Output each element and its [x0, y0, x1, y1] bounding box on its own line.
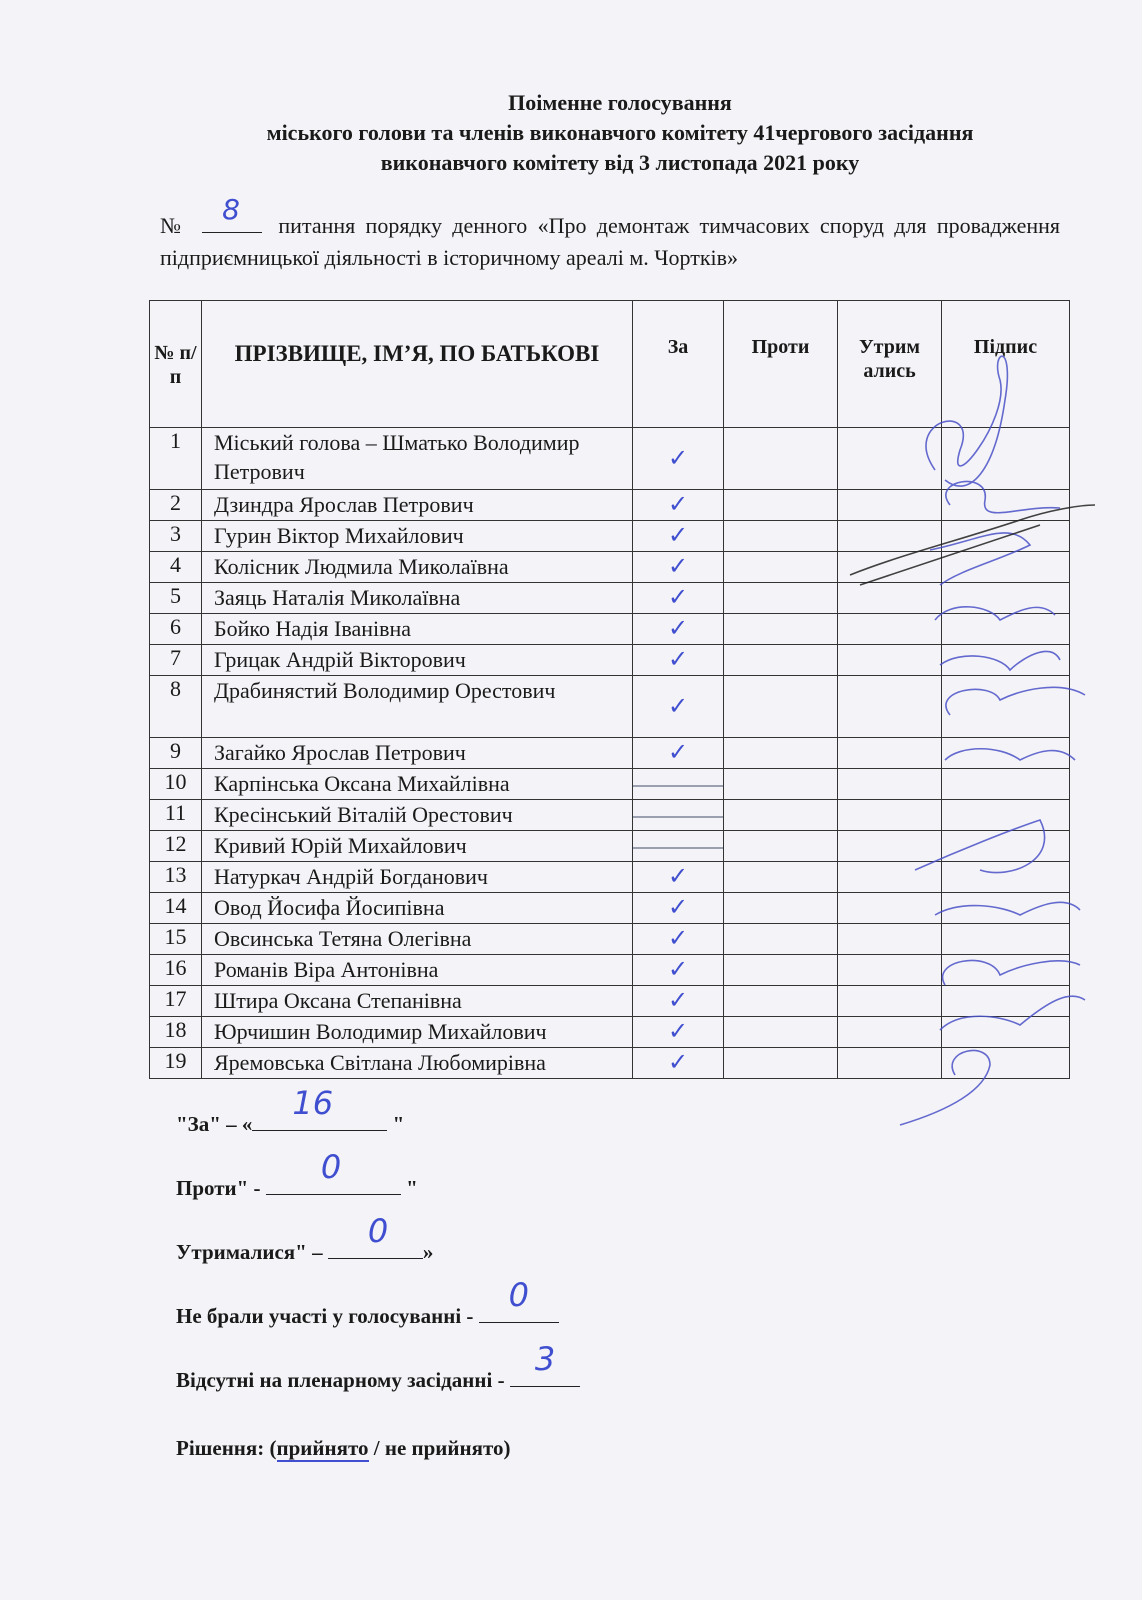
vote-for-cell: [633, 769, 724, 800]
row-number: 19: [150, 1048, 202, 1079]
member-name: Романів Віра Антонівна: [202, 955, 633, 986]
row-number: 4: [150, 552, 202, 583]
signature-cell: [942, 738, 1070, 769]
table-row: [150, 490, 1070, 521]
vote-for-cell: [633, 583, 724, 614]
vote-abstained-cell: [838, 769, 942, 800]
signature-cell: [942, 1048, 1070, 1079]
vote-dash-mark: [633, 816, 723, 818]
signature-cell: [942, 428, 1070, 490]
table-row: [150, 893, 1070, 924]
heading-line-2: міського голови та членів виконавчого комітету 41чергового засідання: [266, 120, 974, 145]
vote-abstained-cell: [838, 645, 942, 676]
vote-for-cell: [633, 552, 724, 583]
summary-for-close: ": [392, 1112, 405, 1136]
vote-against-cell: [724, 521, 838, 552]
row-number: 18: [150, 1017, 202, 1048]
vote-summary: [176, 1084, 580, 1428]
member-name: Міський голова – Шматько Володимир Петрович: [202, 428, 633, 490]
table-row: [150, 955, 1070, 986]
summary-absent-line: [176, 1340, 580, 1428]
row-number: 12: [150, 831, 202, 862]
vote-for-cell: [633, 862, 724, 893]
vote-for-cell: [633, 490, 724, 521]
row-number: 10: [150, 769, 202, 800]
vote-abstained-cell: [838, 490, 942, 521]
table-row: [150, 986, 1070, 1017]
agenda-text: питання порядку денного «Про демонтаж тимчасових споруд для провадження підприємницької діяльності в історичному ареалі м. Чортків»: [160, 213, 1061, 270]
voting-table-body: [150, 428, 1070, 1079]
vote-tick-mark: ✓: [667, 490, 689, 518]
vote-against-cell: [724, 955, 838, 986]
vote-abstained-cell: [838, 428, 942, 490]
summary-for-value: 16: [292, 1084, 334, 1122]
vote-against-cell: [724, 893, 838, 924]
member-name: Натуркач Андрій Богданович: [202, 862, 633, 893]
vote-for-cell: [633, 614, 724, 645]
decision-label: Рішення: (: [176, 1436, 277, 1460]
agenda-number-prefix: №: [160, 213, 186, 238]
decision-line: [176, 1436, 511, 1461]
member-name: Колісник Людмила Миколаївна: [202, 552, 633, 583]
vote-tick-mark: ✓: [667, 924, 689, 952]
row-number: 1: [150, 428, 202, 490]
summary-not-voted-label: Не брали участі у голосуванні -: [176, 1304, 479, 1328]
row-number: 3: [150, 521, 202, 552]
vote-for-cell: [633, 521, 724, 552]
row-number: 16: [150, 955, 202, 986]
signature-cell: [942, 583, 1070, 614]
agenda-item-number: 8: [222, 193, 240, 226]
header-signature: Підпис: [942, 301, 1070, 428]
signature-cell: [942, 645, 1070, 676]
table-row: [150, 521, 1070, 552]
document-heading: [120, 88, 1120, 178]
member-name: Штира Оксана Степанівна: [202, 986, 633, 1017]
vote-abstained-cell: [838, 862, 942, 893]
member-name: Гурин Віктор Михайлович: [202, 521, 633, 552]
vote-against-cell: [724, 862, 838, 893]
summary-absent-blank: [510, 1340, 580, 1387]
vote-for-cell: [633, 800, 724, 831]
summary-absent-label: Відсутні на пленарному засіданні -: [176, 1368, 510, 1392]
row-number: 15: [150, 924, 202, 955]
summary-against-label: Проти" -: [176, 1176, 266, 1200]
vote-against-cell: [724, 1048, 838, 1079]
summary-not-voted-blank: [479, 1276, 559, 1323]
row-number: 2: [150, 490, 202, 521]
vote-tick-mark: ✓: [667, 691, 689, 720]
summary-absent-value: 3: [534, 1340, 556, 1378]
vote-against-cell: [724, 676, 838, 738]
vote-for-cell: [633, 738, 724, 769]
heading-line-1: Поіменне голосування: [508, 90, 732, 115]
summary-not-voted-line: [176, 1276, 580, 1364]
vote-tick-mark: ✓: [667, 614, 689, 642]
agenda-item: [160, 193, 1061, 274]
summary-against-blank: [266, 1148, 401, 1195]
vote-for-cell: [633, 986, 724, 1017]
vote-abstained-cell: [838, 955, 942, 986]
vote-for-cell: [633, 924, 724, 955]
vote-against-cell: [724, 552, 838, 583]
row-number: 14: [150, 893, 202, 924]
vote-dash-mark: [633, 785, 723, 787]
vote-for-cell: [633, 645, 724, 676]
member-name: Грицак Андрій Вікторович: [202, 645, 633, 676]
vote-tick-mark: ✓: [667, 955, 689, 983]
member-name: Дзиндра Ярослав Петрович: [202, 490, 633, 521]
table-row: [150, 1017, 1070, 1048]
decision-accepted: прийнято: [276, 1436, 369, 1460]
row-number: 9: [150, 738, 202, 769]
vote-dash-mark: [633, 847, 723, 849]
vote-against-cell: [724, 986, 838, 1017]
row-number: 8: [150, 676, 202, 738]
table-row: [150, 1048, 1070, 1079]
table-row: [150, 738, 1070, 769]
table-row: [150, 862, 1070, 893]
table-row: [150, 924, 1070, 955]
row-number: 13: [150, 862, 202, 893]
vote-abstained-cell: [838, 831, 942, 862]
table-row: [150, 676, 1070, 738]
vote-abstained-cell: [838, 676, 942, 738]
signature-cell: [942, 831, 1070, 862]
vote-abstained-cell: [838, 1048, 942, 1079]
vote-against-cell: [724, 738, 838, 769]
summary-not-voted-value: 0: [508, 1276, 530, 1314]
member-name: Загайко Ярослав Петрович: [202, 738, 633, 769]
header-for: За: [633, 301, 724, 428]
vote-tick-mark: ✓: [667, 1017, 689, 1045]
vote-for-cell: [633, 831, 724, 862]
signature-cell: [942, 490, 1070, 521]
member-name: Яремовська Світлана Любомирівна: [202, 1048, 633, 1079]
vote-tick-mark: ✓: [667, 986, 689, 1014]
vote-against-cell: [724, 831, 838, 862]
table-row: [150, 552, 1070, 583]
summary-abstained-value: 0: [367, 1212, 389, 1250]
vote-against-cell: [724, 428, 838, 490]
table-row: [150, 583, 1070, 614]
vote-against-cell: [724, 800, 838, 831]
member-name: Овсинська Тетяна Олегівна: [202, 924, 633, 955]
header-abstained: Утрим ались: [838, 301, 942, 428]
signature-cell: [942, 676, 1070, 738]
decision-not-accepted: не прийнято: [384, 1436, 504, 1460]
summary-for-blank: [252, 1084, 387, 1131]
vote-tick-mark: ✓: [667, 552, 689, 580]
member-name: Кривий Юрій Михайлович: [202, 831, 633, 862]
vote-against-cell: [724, 924, 838, 955]
signature-cell: [942, 769, 1070, 800]
vote-abstained-cell: [838, 552, 942, 583]
vote-for-cell: [633, 676, 724, 738]
summary-against-close: ": [406, 1176, 418, 1200]
signature-cell: [942, 986, 1070, 1017]
vote-against-cell: [724, 583, 838, 614]
vote-against-cell: [724, 490, 838, 521]
row-number: 11: [150, 800, 202, 831]
member-name: Заяць Наталія Миколаївна: [202, 583, 633, 614]
vote-tick-mark: ✓: [667, 583, 689, 611]
vote-abstained-cell: [838, 986, 942, 1017]
signature-cell: [942, 893, 1070, 924]
vote-for-cell: [633, 428, 724, 490]
header-against: Проти: [724, 301, 838, 428]
table-row: [150, 831, 1070, 862]
summary-abstained-close: »: [422, 1240, 434, 1264]
summary-abstained-blank: [328, 1212, 423, 1259]
header-name: ПРІЗВИЩЕ, ІМ’Я, ПО БАТЬКОВІ: [202, 301, 633, 428]
table-header-row: [150, 301, 1070, 428]
vote-tick-mark: ✓: [667, 521, 689, 549]
signature-cell: [942, 614, 1070, 645]
row-number: 17: [150, 986, 202, 1017]
summary-abstained-label: Утрималися" –: [176, 1240, 328, 1264]
summary-for-label: "За" – «: [176, 1112, 253, 1136]
vote-tick-mark: ✓: [667, 862, 689, 890]
vote-abstained-cell: [838, 614, 942, 645]
decision-close: ): [503, 1436, 511, 1460]
vote-abstained-cell: [838, 924, 942, 955]
member-name: Кресінський Віталій Орестович: [202, 800, 633, 831]
vote-against-cell: [724, 769, 838, 800]
summary-against-value: 0: [320, 1148, 342, 1186]
vote-tick-mark: ✓: [667, 1048, 689, 1076]
vote-tick-mark: ✓: [667, 645, 689, 673]
row-number: 6: [150, 614, 202, 645]
table-row: [150, 645, 1070, 676]
signature-cell: [942, 924, 1070, 955]
signature-cell: [942, 800, 1070, 831]
header-number: № п/п: [150, 301, 202, 428]
member-name: Овод Йосифа Йосипівна: [202, 893, 633, 924]
vote-for-cell: [633, 1017, 724, 1048]
decision-separator: /: [368, 1436, 385, 1460]
signature-cell: [942, 862, 1070, 893]
vote-against-cell: [724, 614, 838, 645]
vote-for-cell: [633, 955, 724, 986]
vote-abstained-cell: [838, 738, 942, 769]
table-row: [150, 769, 1070, 800]
member-name: Бойко Надія Іванівна: [202, 614, 633, 645]
vote-against-cell: [724, 645, 838, 676]
member-name: Драбинястий Володимир Орестович: [202, 676, 633, 738]
signature-cell: [942, 552, 1070, 583]
table-row: [150, 800, 1070, 831]
member-name: Карпінська Оксана Михайлівна: [202, 769, 633, 800]
table-row: [150, 614, 1070, 645]
heading-line-3: виконавчого комітету від 3 листопада 2021 року: [380, 150, 860, 175]
signature-cell: [942, 1017, 1070, 1048]
row-number: 7: [150, 645, 202, 676]
vote-abstained-cell: [838, 1017, 942, 1048]
member-name: Юрчишин Володимир Михайлович: [202, 1017, 633, 1048]
vote-tick-mark: ✓: [667, 738, 689, 766]
vote-for-cell: [633, 893, 724, 924]
signature-cell: [942, 521, 1070, 552]
vote-tick-mark: ✓: [667, 443, 689, 472]
signature-cell: [942, 955, 1070, 986]
table-row: [150, 428, 1070, 490]
summary-for-line: [176, 1084, 580, 1172]
row-number: 5: [150, 583, 202, 614]
agenda-number-blank: [202, 193, 262, 233]
vote-abstained-cell: [838, 800, 942, 831]
vote-against-cell: [724, 1017, 838, 1048]
vote-abstained-cell: [838, 583, 942, 614]
vote-abstained-cell: [838, 893, 942, 924]
vote-abstained-cell: [838, 521, 942, 552]
voting-table: [149, 300, 1070, 1079]
vote-for-cell: [633, 1048, 724, 1079]
vote-tick-mark: ✓: [667, 893, 689, 921]
